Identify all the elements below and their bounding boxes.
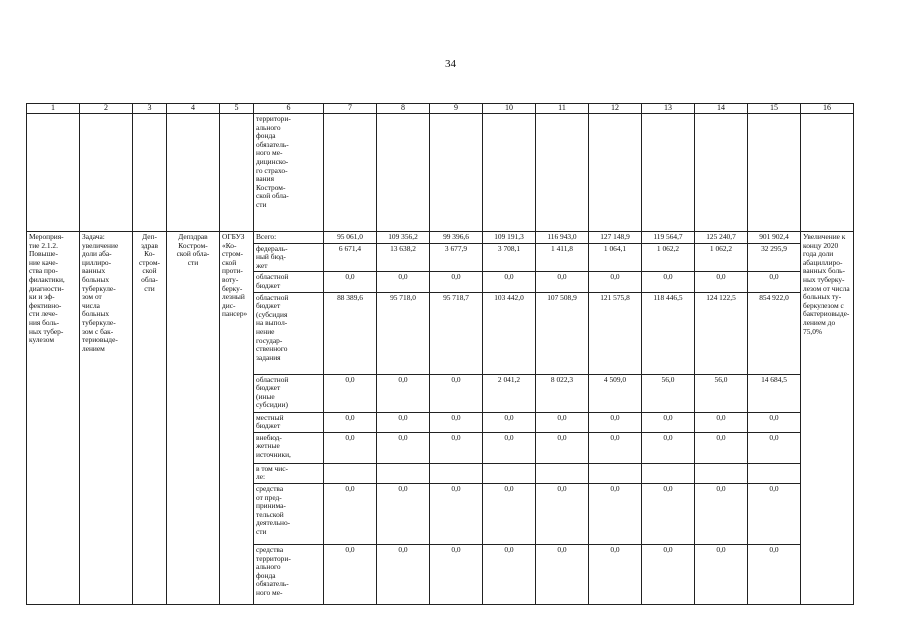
amount-year-4: 103 442,0	[483, 292, 536, 374]
amount-year-8: 0,0	[695, 483, 748, 544]
amount-year-3: 95 718,7	[430, 292, 483, 374]
amount-year-7: 0,0	[642, 272, 695, 292]
amount-year-7: 0,0	[642, 544, 695, 604]
amount-year-9: 14 684,5	[748, 374, 801, 412]
empty-cell	[642, 114, 695, 232]
amount-year-2: 13 638,2	[377, 243, 430, 272]
expected-result: Увеличение к концу 2020 года доли абациллиро- ванных боль- ных туберку- лезом от числа больных ту- беркулезом с бактериовыде- лением до 75,0%	[801, 232, 854, 605]
amount-year-7: 0,0	[642, 412, 695, 432]
amount-year-7	[642, 463, 695, 483]
amount-year-9: 32 295,9	[748, 243, 801, 272]
amount-year-6: 1 064,1	[589, 243, 642, 272]
measure-task: Задача: увеличение доли аба- циллиро- ванных больных туберкуле- зом от числа больных туберкуле- зом с бак- териовыде- лением	[80, 232, 133, 605]
amount-year-8: 0,0	[695, 432, 748, 463]
amount-year-5: 0,0	[536, 272, 589, 292]
empty-cell	[695, 114, 748, 232]
amount-year-5: 0,0	[536, 412, 589, 432]
amount-year-3: 3 677,9	[430, 243, 483, 272]
amount-year-6: 121 575,8	[589, 292, 642, 374]
header-col-7: 7	[324, 104, 377, 114]
funding-source: внебюд- жетные источники,	[254, 432, 324, 463]
empty-cell	[27, 114, 80, 232]
amount-year-4: 0,0	[483, 483, 536, 544]
coexecutor: Депздрав Костром- ской обла- сти	[167, 232, 220, 605]
amount-year-1: 6 671,4	[324, 243, 377, 272]
amount-year-2: 0,0	[377, 544, 430, 604]
amount-year-8: 56,0	[695, 374, 748, 412]
amount-year-6: 0,0	[589, 483, 642, 544]
empty-cell	[536, 114, 589, 232]
funding-source: областной бюджет	[254, 272, 324, 292]
header-col-9: 9	[430, 104, 483, 114]
funding-source: федераль- ный бюд- жет	[254, 243, 324, 272]
amount-year-2: 0,0	[377, 374, 430, 412]
header-col-1: 1	[27, 104, 80, 114]
amount-year-7: 0,0	[642, 432, 695, 463]
amount-year-5: 0,0	[536, 483, 589, 544]
amount-year-1: 0,0	[324, 272, 377, 292]
amount-year-1: 0,0	[324, 432, 377, 463]
amount-year-7: 1 062,2	[642, 243, 695, 272]
program-table	[26, 103, 854, 605]
header-col-12: 12	[589, 104, 642, 114]
header-row	[27, 104, 854, 114]
header-col-10: 10	[483, 104, 536, 114]
amount-year-7: 118 446,5	[642, 292, 695, 374]
amount-year-8: 125 240,7	[695, 232, 748, 244]
header-col-3: 3	[133, 104, 167, 114]
funding-source: областной бюджет (субсидия на выпол- нение государ- ственного задания	[254, 292, 324, 374]
amount-year-9	[748, 463, 801, 483]
amount-year-2: 95 718,0	[377, 292, 430, 374]
amount-year-6: 0,0	[589, 272, 642, 292]
amount-year-9: 0,0	[748, 432, 801, 463]
amount-year-2: 0,0	[377, 272, 430, 292]
amount-year-8: 1 062,2	[695, 243, 748, 272]
amount-year-2	[377, 463, 430, 483]
amount-year-8: 0,0	[695, 544, 748, 604]
amount-year-4	[483, 463, 536, 483]
amount-year-7: 0,0	[642, 483, 695, 544]
amount-year-4: 2 041,2	[483, 374, 536, 412]
amount-year-9: 0,0	[748, 412, 801, 432]
measure-name: Мероприя- тие 2.1.2. Повыше- ние каче- ства про- филактики, диагности- ки и эф- фективно- сти лече- ния боль- ных тубер- кулезом	[27, 232, 80, 605]
amount-year-8: 124 122,5	[695, 292, 748, 374]
amount-year-3: 99 396,6	[430, 232, 483, 244]
amount-year-1	[324, 463, 377, 483]
funding-source: в том чис- ле:	[254, 463, 324, 483]
amount-year-1: 0,0	[324, 544, 377, 604]
amount-year-9: 0,0	[748, 544, 801, 604]
amount-year-2: 0,0	[377, 432, 430, 463]
amount-year-4: 109 191,3	[483, 232, 536, 244]
amount-year-1: 0,0	[324, 483, 377, 544]
funding-source-continued: территори- ального фонда обязатель- ного ме- дицинско- го страхо- вания Костром- ской обла- сти	[254, 114, 324, 232]
amount-year-5: 0,0	[536, 544, 589, 604]
empty-cell	[133, 114, 167, 232]
header-col-5: 5	[220, 104, 254, 114]
empty-cell	[377, 114, 430, 232]
amount-year-4: 0,0	[483, 272, 536, 292]
amount-year-2: 0,0	[377, 412, 430, 432]
amount-year-9: 0,0	[748, 272, 801, 292]
funding-source: областной бюджет (иные субсидии)	[254, 374, 324, 412]
amount-year-6	[589, 463, 642, 483]
funding-source: средства территори- ального фонда обязатель- ного ме-	[254, 544, 324, 604]
table-row	[27, 232, 854, 244]
amount-year-4: 0,0	[483, 432, 536, 463]
amount-year-3: 0,0	[430, 544, 483, 604]
header-col-4: 4	[167, 104, 220, 114]
amount-year-4: 3 708,1	[483, 243, 536, 272]
header-col-14: 14	[695, 104, 748, 114]
amount-year-9: 0,0	[748, 483, 801, 544]
page-number: 34	[445, 58, 456, 70]
continuation-row	[27, 114, 854, 232]
amount-year-3: 0,0	[430, 483, 483, 544]
amount-year-9: 854 922,0	[748, 292, 801, 374]
amount-year-6: 4 509,0	[589, 374, 642, 412]
funding-source: местный бюджет	[254, 412, 324, 432]
amount-year-8: 0,0	[695, 412, 748, 432]
amount-year-5: 107 508,9	[536, 292, 589, 374]
amount-year-3: 0,0	[430, 432, 483, 463]
empty-cell	[324, 114, 377, 232]
empty-cell	[80, 114, 133, 232]
participant: ОГБУЗ «Ко- стром- ской проти- воту- берку- лезный дис- пансер»	[220, 232, 254, 605]
amount-year-5: 0,0	[536, 432, 589, 463]
empty-cell	[430, 114, 483, 232]
amount-year-5: 1 411,8	[536, 243, 589, 272]
empty-cell	[167, 114, 220, 232]
amount-year-1: 88 389,6	[324, 292, 377, 374]
amount-year-1: 0,0	[324, 374, 377, 412]
amount-year-3: 0,0	[430, 412, 483, 432]
amount-year-7: 56,0	[642, 374, 695, 412]
empty-cell	[483, 114, 536, 232]
header-col-11: 11	[536, 104, 589, 114]
amount-year-3: 0,0	[430, 272, 483, 292]
empty-cell	[220, 114, 254, 232]
header-col-2: 2	[80, 104, 133, 114]
amount-year-3	[430, 463, 483, 483]
amount-year-5: 116 943,0	[536, 232, 589, 244]
header-col-16: 16	[801, 104, 854, 114]
amount-year-4: 0,0	[483, 412, 536, 432]
amount-year-2: 0,0	[377, 483, 430, 544]
amount-year-6: 0,0	[589, 544, 642, 604]
amount-year-6: 0,0	[589, 412, 642, 432]
header-col-15: 15	[748, 104, 801, 114]
amount-year-6: 0,0	[589, 432, 642, 463]
empty-cell	[589, 114, 642, 232]
amount-year-1: 0,0	[324, 412, 377, 432]
amount-year-2: 109 356,2	[377, 232, 430, 244]
amount-year-6: 127 148,9	[589, 232, 642, 244]
amount-year-9: 901 902,4	[748, 232, 801, 244]
amount-year-5: 8 022,3	[536, 374, 589, 412]
responsible-executor: Деп- здрав Ко- стром- ской обла- сти	[133, 232, 167, 605]
amount-year-3: 0,0	[430, 374, 483, 412]
amount-year-5	[536, 463, 589, 483]
funding-source: средства от пред- принима- тельской деятельно- сти	[254, 483, 324, 544]
header-col-8: 8	[377, 104, 430, 114]
empty-cell	[801, 114, 854, 232]
header-col-6: 6	[254, 104, 324, 114]
funding-source: Всего:	[254, 232, 324, 244]
amount-year-7: 119 564,7	[642, 232, 695, 244]
empty-cell	[748, 114, 801, 232]
amount-year-4: 0,0	[483, 544, 536, 604]
header-col-13: 13	[642, 104, 695, 114]
amount-year-8	[695, 463, 748, 483]
amount-year-1: 95 061,0	[324, 232, 377, 244]
amount-year-8: 0,0	[695, 272, 748, 292]
